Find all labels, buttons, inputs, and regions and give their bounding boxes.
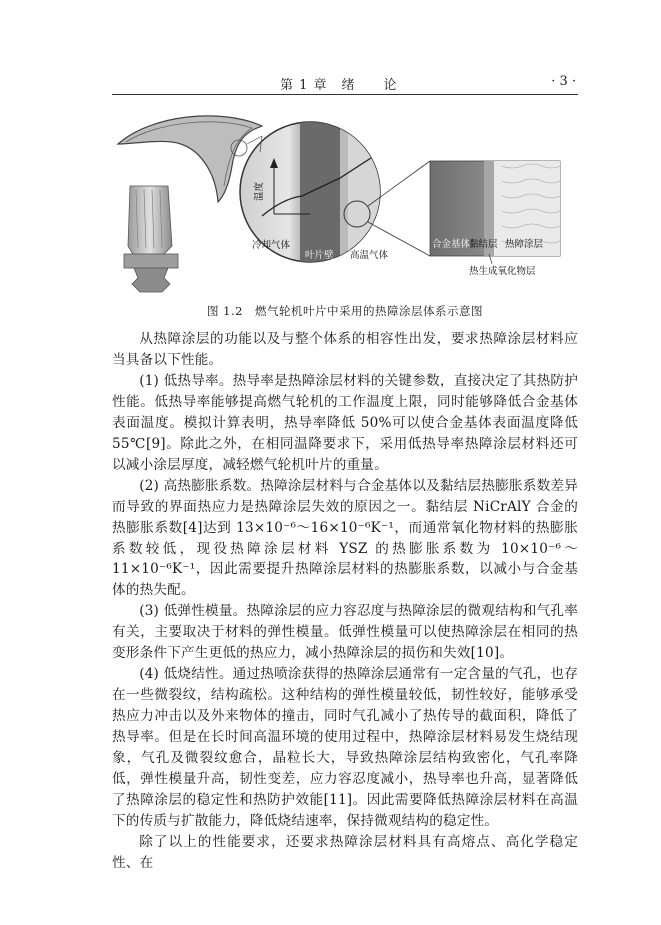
- temperature-label: 温度: [254, 181, 265, 201]
- paragraph-low-sinterability: (4) 低烧结性。通过热喷涂获得的热障涂层通常有一定含量的气孔，也存在一些微裂纹，结构疏松。这种结构的弹性模量较低，韧性较好，能够承受热应力冲击以及外来物体的撞击，同时气孔减小了热传导的截面积，降低了热导率。但是在长时间高温环境的使用过程中，热障涂层材料易发生烧结现象，气孔及微裂纹愈合，晶粒长大，导致热障涂层结构致密化，气孔率降低，弹性模量升高，韧性变差，应力容忍度减小，热导率也升高，显著降低了热障涂层的稳定性和热防护效能[11]。因此需要降低热障涂层材料在高温下的传质与扩散能力，降低烧结速率，保持微观结构的稳定性。: [112, 666, 578, 829]
- bond-coat-label: 黏结层: [469, 239, 498, 250]
- figure-illustration: [112, 106, 578, 296]
- tgo-label: 热生成氧化物层: [469, 266, 536, 277]
- paragraph-intro: 从热障涂层的功能以及与整个体系的相容性出发，要求热障涂层材料应当具备以下性能。: [112, 331, 578, 368]
- turbine-blade: [124, 186, 178, 292]
- paragraph-high-thermal-expansion: (2) 高热膨胀系数。热障涂层材料与合金基体以及黏结层热膨胀系数差异而导致的界面热应力是热障涂层失效的原因之一。黏结层 NiCrAlY 合金的热膨胀系数[4]达到 13×10⁻⁶～16×10⁻⁶K⁻¹，而通常氧化物材料的热膨胀系数较低，现役热障涂层材料 YSZ 的热膨胀系数为 10×10⁻⁶～11×10⁻⁶K⁻¹，因此需要提升热障涂层材料的热膨胀系数，以减小与合金基体的热失配。: [112, 477, 578, 599]
- running-header: [112, 70, 578, 95]
- chapter-title: 第 1 章 绪 论: [280, 78, 398, 93]
- body-text: [112, 329, 578, 874]
- alloy-substrate-label: 合金基体: [432, 239, 471, 250]
- tbc-system-figure: [112, 106, 578, 296]
- paragraph-low-elastic-modulus: (3) 低弹性模量。热障涂层的应力容忍度与热障涂层的微观结构和气孔率有关，主要取决于材料的弹性模量。低弹性模量可以使热障涂层在相同的热变形条件下产生更低的热应力，减小热障涂层的损伤和失效[10]。: [112, 603, 578, 662]
- paragraph-other-requirements: 除了以上的性能要求，还要求热障涂层材料具有高熔点、高化学稳定性、在: [112, 833, 578, 871]
- page-number: · 3 ·: [551, 74, 576, 89]
- cooling-gas-label: 冷却气体: [252, 240, 291, 251]
- paragraph-low-thermal-conductivity: (1) 低热导率。热导率是热障涂层材料的关键参数，直接决定了其热防护性能。低热导率能够提高燃气轮机的工作温度上限，同时能够降低合金基体表面温度。模拟计算表明，热导率降低 50%可以使合金基体表面温度降低 55℃[9]。除此之外，在相同温降要求下，采用低热导率热障涂层材料还可以减小涂层厚度，减轻燃气轮机叶片的重量。: [112, 372, 578, 473]
- blade-wall-label: 叶片壁: [305, 250, 334, 261]
- tbc-label: 热障涂层: [505, 239, 544, 250]
- hot-gas-label: 高温气体: [350, 250, 389, 261]
- figure-caption: 图 1.2 燃气轮机叶片中采用的热障涂层体系示意图: [207, 304, 483, 318]
